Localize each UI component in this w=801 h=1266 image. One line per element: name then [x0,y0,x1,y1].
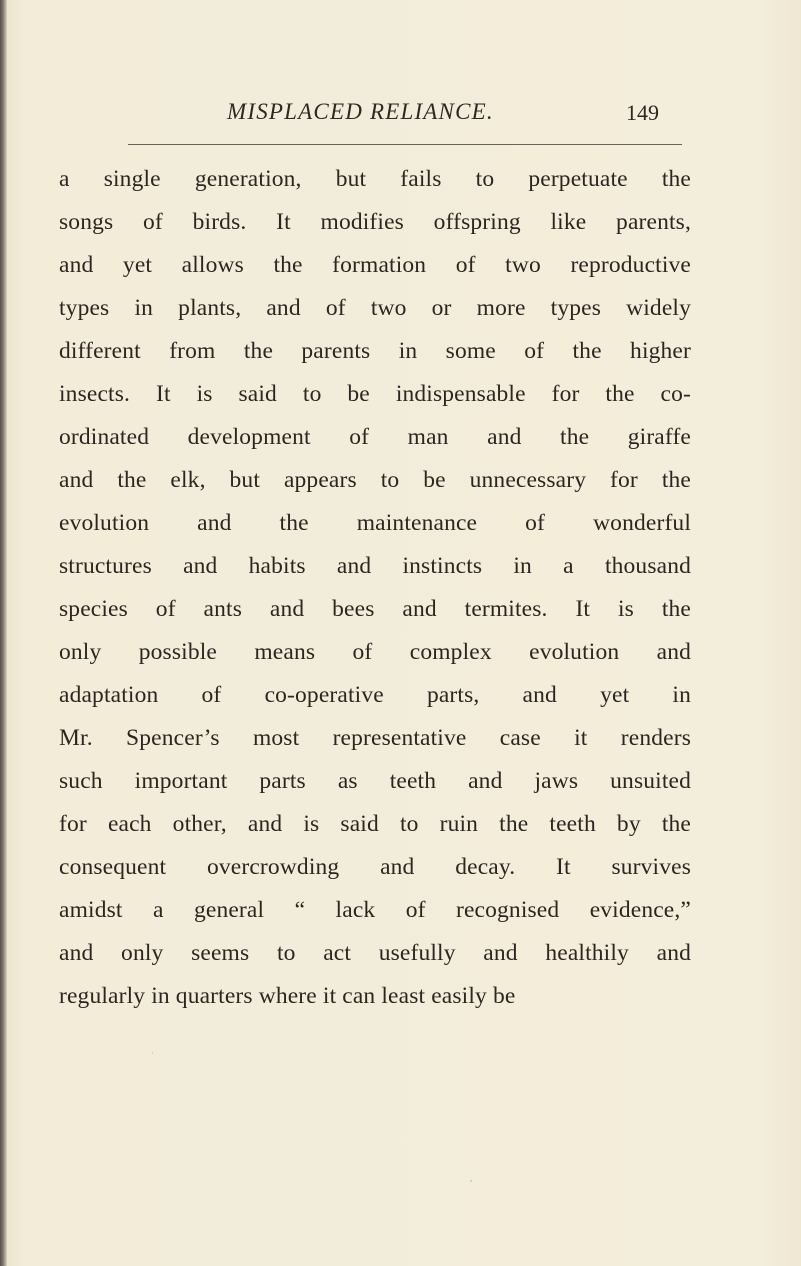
text-line: insects. It is said to be indispensable for the co- [59,381,691,407]
text-line: only possible means of complex evolution and [59,639,691,665]
running-head [0,96,801,136]
text-line: species of ants and bees and termites. It is the [59,596,691,622]
text-line: types in plants, and of two or more types widely [59,295,691,321]
paper-speck [152,1052,153,1054]
paper-speck [318,392,320,394]
text-line: evolution and the maintenance of wonderful [59,510,691,536]
text-line: songs of birds. It modifies offspring like parents, [59,209,691,235]
text-line: adaptation of co-operative parts, and yet in [59,682,691,708]
text-line: Mr. Spencer’s most representative case it renders [59,725,691,751]
running-head-title: MISPLACED RELIANCE. [227,99,494,124]
text-line: and only seems to act usefully and healthily and [59,940,691,966]
text-line: such important parts as teeth and jaws unsuited [59,768,691,794]
text-line-last: regularly in quarters where it can least easily be [59,983,516,1009]
body-text [59,158,691,1018]
header-rule [128,144,682,145]
text-line: and the elk, but appears to be unnecessary for the [59,467,691,493]
text-line: different from the parents in some of the higher [59,338,691,364]
text-line: amidst a general “ lack of recognised evidence,” [59,897,691,923]
text-line: ordinated development of man and the giraffe [59,424,691,450]
text-line: for each other, and is said to ruin the teeth by the [59,811,691,837]
page-number: 149 [626,100,659,125]
text-line: and yet allows the formation of two reproductive [59,252,691,278]
paper-speck [470,1180,472,1182]
page-binding-edge [0,0,7,1266]
text-line: structures and habits and instincts in a thousand [59,553,691,579]
text-line: a single generation, but fails to perpetuate the [59,166,691,192]
text-line: consequent overcrowding and decay. It survives [59,854,691,880]
